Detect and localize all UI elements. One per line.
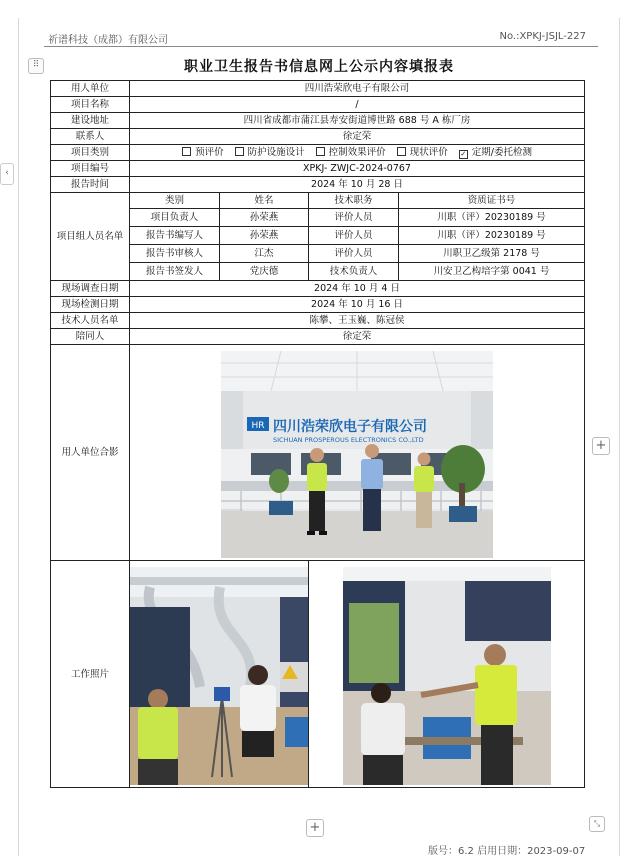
- svg-text:HR: HR: [251, 420, 265, 431]
- company-logo: [247, 417, 269, 431]
- member-title: 技术负责人: [309, 263, 399, 281]
- project-no-label: 项目编号: [51, 161, 130, 177]
- header-company: 祈谱科技（成都）有限公司: [48, 35, 168, 46]
- company-sign-en: SICHUAN PROSPEROUS ELECTRONICS CO.,LTD: [273, 435, 424, 444]
- category-options: [130, 145, 585, 161]
- table-row: [51, 209, 585, 227]
- members-header: 姓名: [220, 193, 309, 209]
- category-label: 项目类别: [51, 145, 130, 161]
- group-photo: [221, 351, 493, 558]
- members-label: 项目组人员名单: [51, 193, 130, 281]
- work-photo-cell-right: [309, 561, 585, 788]
- member-cert: 川安卫乙构培字第 0041 号: [399, 263, 585, 281]
- contact-label: 联系人: [51, 129, 130, 145]
- tech-staff-label: 技术人员名单: [51, 313, 130, 329]
- member-name: 党庆德: [220, 263, 309, 281]
- employer-label: 用人单位: [51, 81, 130, 97]
- member-cert: 川职卫乙级第 2178 号: [399, 245, 585, 263]
- test-date-label: 现场检测日期: [51, 297, 130, 313]
- work-photo: [343, 567, 551, 785]
- footer-version: 版号：6.2 启用日期：2023-09-07: [428, 846, 586, 857]
- category-option[interactable]: 防护设施设计: [233, 147, 307, 158]
- header-doc-no: No.:XPKJ-JSJL-227: [499, 31, 586, 42]
- survey-date-label: 现场调查日期: [51, 281, 130, 297]
- project-no-value: XPKJ- ZWJC-2024-0767: [130, 161, 585, 177]
- tech-staff-value: 陈攀、王玉巍、陈冠侯: [130, 313, 585, 329]
- report-time-label: 报告时间: [51, 177, 130, 193]
- chevron-left-icon[interactable]: ‹: [0, 163, 14, 185]
- address-label: 建设地址: [51, 113, 130, 129]
- category-option-checked[interactable]: ✓ 定期/委托检测: [460, 147, 532, 158]
- report-time-value: 2024 年 10 月 28 日: [130, 177, 585, 193]
- member-role: 报告书签发人: [130, 263, 220, 281]
- category-option[interactable]: 现状评价: [395, 147, 450, 158]
- members-header: 技术职务: [309, 193, 399, 209]
- page-title: 职业卫生报告书信息网上公示内容填报表: [184, 59, 454, 75]
- category-option[interactable]: 预评价: [180, 147, 226, 158]
- escort-label: 陪同人: [51, 329, 130, 345]
- address-value: 四川省成都市蒲江县寿安街道博世路 688 号 A 栋厂房: [130, 113, 585, 129]
- member-title: 评价人员: [309, 227, 399, 245]
- contact-value: 徐定荣: [130, 129, 585, 145]
- work-photos-label: 工作照片: [51, 561, 130, 788]
- work-photo: [130, 567, 309, 785]
- escort-value: 徐定荣: [130, 329, 585, 345]
- member-role: 报告书审核人: [130, 245, 220, 263]
- report-form-table: [50, 80, 585, 788]
- members-header: 资质证书号: [399, 193, 585, 209]
- work-photo-cell-left: [130, 561, 309, 788]
- member-name: 江杰: [220, 245, 309, 263]
- members-header: 类别: [130, 193, 220, 209]
- member-name: 孙荣燕: [220, 209, 309, 227]
- table-row: [51, 263, 585, 281]
- project-name-value: /: [130, 97, 585, 113]
- member-cert: 川职（评）20230189 号: [399, 227, 585, 245]
- member-title: 评价人员: [309, 245, 399, 263]
- member-cert: 川职（评）20230189 号: [399, 209, 585, 227]
- table-row: [51, 227, 585, 245]
- company-sign-cn: 四川浩荣欣电子有限公司: [273, 418, 427, 435]
- plus-icon[interactable]: +: [592, 437, 610, 455]
- survey-date-value: 2024 年 10 月 4 日: [130, 281, 585, 297]
- table-row: [51, 245, 585, 263]
- header-divider: [44, 46, 598, 47]
- member-title: 评价人员: [309, 209, 399, 227]
- project-name-label: 项目名称: [51, 97, 130, 113]
- member-role: 项目负责人: [130, 209, 220, 227]
- member-name: 孙荣燕: [220, 227, 309, 245]
- member-role: 报告书编写人: [130, 227, 220, 245]
- category-option[interactable]: 控制效果评价: [314, 147, 388, 158]
- group-photo-label: 用人单位合影: [51, 345, 130, 561]
- group-photo-cell: [130, 345, 585, 561]
- plus-icon[interactable]: +: [306, 819, 324, 837]
- drag-handle-icon[interactable]: ⠿: [28, 58, 44, 74]
- test-date-value: 2024 年 10 月 16 日: [130, 297, 585, 313]
- resize-icon[interactable]: ⤡: [589, 816, 605, 832]
- employer-value: 四川浩荣欣电子有限公司: [130, 81, 585, 97]
